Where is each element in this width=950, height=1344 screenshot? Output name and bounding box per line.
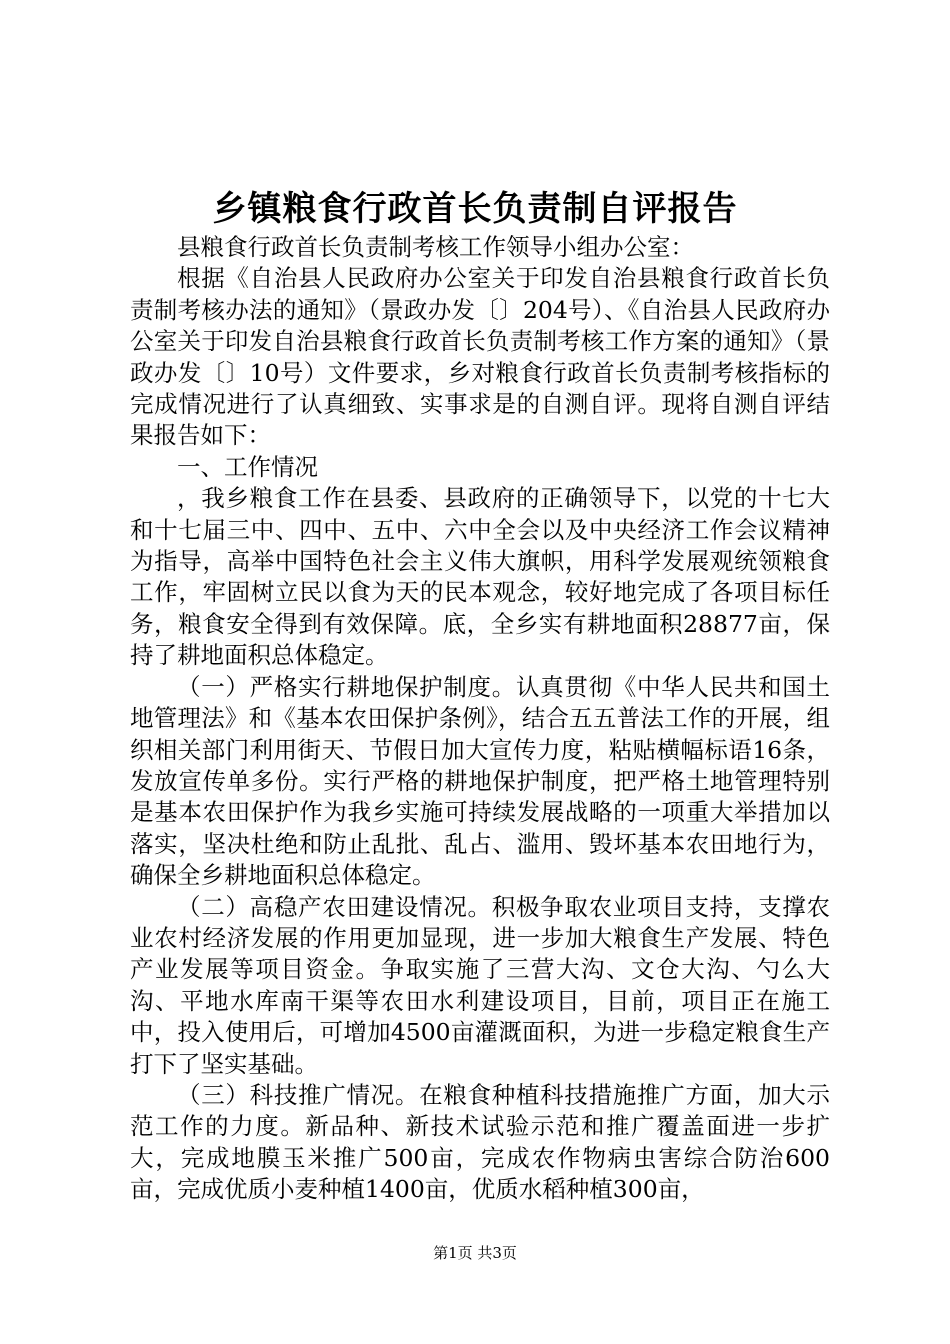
document-title: 乡镇粮食行政首长负责制自评报告 (212, 189, 738, 229)
document-body (130, 232, 830, 1206)
section-heading-work: 一、工作情况 (177, 452, 318, 481)
page-footer: 第1页 共3页 (433, 1244, 517, 1262)
salutation: 县粮食行政首长负责制考核工作领导小组办公室： (177, 233, 694, 261)
paragraph-tech-promotion: （三）科技推广情况。在粮食种植科技措施推广方面，加大示范工作的力度。新品种、新技术试验示范和推广覆盖面进一步扩大，完成地膜玉米推广500亩，完成农作物病虫害综合防治600亩，完成优质小麦种植1400亩，优质水稻种植300亩， (130, 1080, 830, 1204)
paragraph-intro: 根据《自治县人民政府办公室关于印发自治县粮食行政首长负责制考核办法的通知》（景政办发〔〕204号）、《自治县人民政府办公室关于印发自治县粮食行政首长负责制考核工作方案的通知》（景政办发〔〕10号）文件要求，乡对粮食行政首长负责制考核指标的完成情况进行了认真细致、实事求是的自测自评。现将自测自评结果报告如下： (130, 264, 830, 450)
paragraph-overview: ，我乡粮食工作在县委、县政府的正确领导下，以党的十七大和十七届三中、四中、五中、六中全会以及中央经济工作会议精神为指导，高举中国特色社会主义伟大旗帜，用科学发展观统领粮食工作，牢固树立民以食为天的民本观念，较好地完成了各项目标任务，粮食安全得到有效保障。底，全乡实有耕地面积28877亩，保持了耕地面积总体稳定。 (130, 484, 830, 670)
paragraph-stable-farmland: （二）高稳产农田建设情况。积极争取农业项目支持，支撑农业农村经济发展的作用更加显现，进一步加大粮食生产发展、特色产业发展等项目资金。争取实施了三营大沟、文仓大沟、勺么大沟、平地水库南干渠等农田水利建设项目，目前，项目正在施工中，投入使用后，可增加4500亩灌溉面积，为进一步稳定粮食生产打下了坚实基础。 (130, 892, 830, 1078)
paragraph-farmland-protection: （一）严格实行耕地保护制度。认真贯彻《中华人民共和国土地管理法》和《基本农田保护条例》，结合五五普法工作的开展，组织相关部门利用街天、节假日加大宣传力度，粘贴横幅标语16条，发放宣传单多份。实行严格的耕地保护制度，把严格土地管理特别是基本农田保护作为我乡实施可持续发展战略的一项重大举措加以落实，坚决杜绝和防止乱批、乱占、滥用、毁坏基本农田地行为，确保全乡耕地面积总体稳定。 (130, 672, 830, 890)
